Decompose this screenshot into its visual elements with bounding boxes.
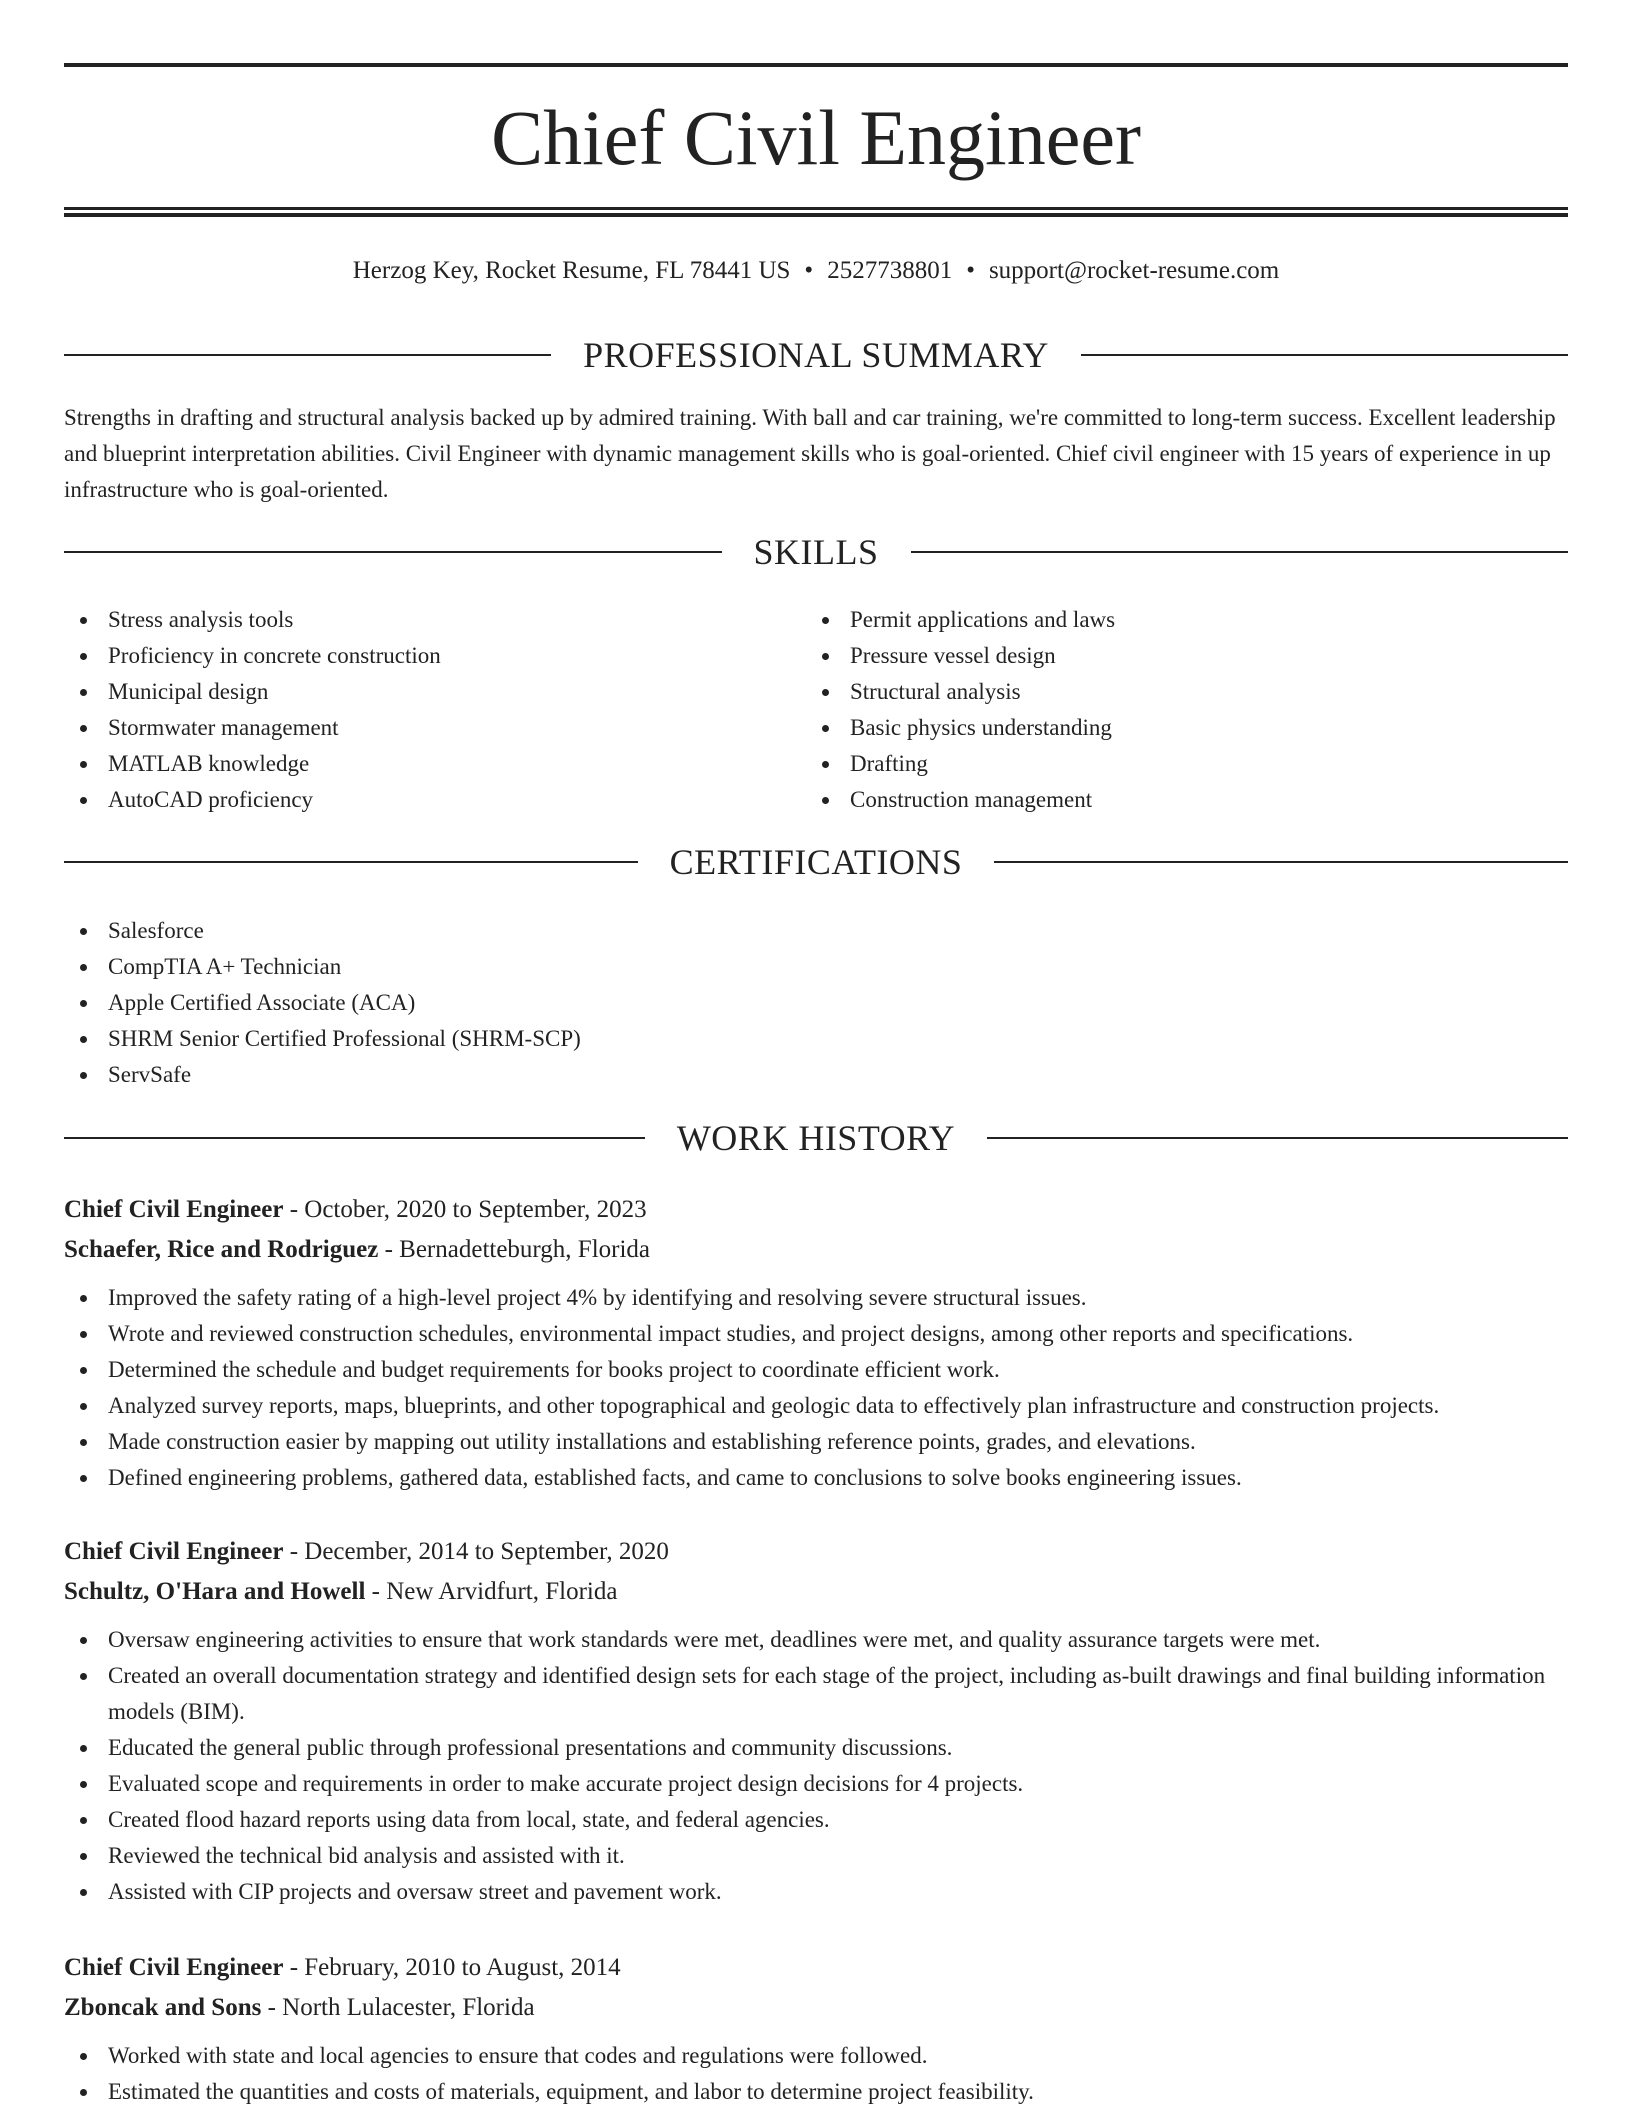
section-heading-certifications [64, 840, 1568, 884]
section-title-certifications: CERTIFICATIONS [669, 842, 963, 882]
job-title: Chief Civil Engineer [64, 1196, 284, 1223]
job-bullet: Defined engineering problems, gathered data, established facts, and came to conclusions to solve books engineering issues. [64, 1460, 1568, 1496]
job-bullets [64, 1280, 1568, 1496]
contact-phone[interactable]: 2527738801 [827, 257, 953, 284]
skill-item: Stress analysis tools [64, 602, 764, 638]
contact-separator: • [804, 257, 814, 284]
contact-email[interactable]: support@rocket-resume.com [988, 257, 1280, 284]
contact-address: Herzog Key, Rocket Resume, FL 78441 US [352, 257, 791, 284]
job-bullet: Determined the schedule and budget requirements for books project to coordinate efficient work. [64, 1352, 1568, 1388]
job-title-line [64, 1532, 1568, 1572]
job-bullet: Wrote and reviewed construction schedules, environmental impact studies, and project designs, among other reports and specifications. [64, 1316, 1568, 1352]
job-company: Zboncak and Sons [64, 1994, 262, 2021]
skill-item: Drafting [806, 746, 1506, 782]
job-dates: - February, 2010 to August, 2014 [283, 1954, 621, 1981]
certification-item: CompTIA A+ Technician [64, 949, 964, 985]
section-title-skills: SKILLS [753, 532, 879, 572]
job-bullets [64, 2038, 1568, 2110]
section-title-summary: PROFESSIONAL SUMMARY [583, 335, 1049, 375]
heading-rule-left [64, 1137, 645, 1139]
job-bullet: Analyzed survey reports, maps, blueprints, and other topographical and geologic data to effectively plan infrastructure and construction projects. [64, 1388, 1568, 1424]
skills-list-left [64, 602, 764, 818]
skills-list-right [806, 602, 1506, 818]
job-bullet: Created flood hazard reports using data from local, state, and federal agencies. [64, 1802, 1568, 1838]
top-rule [64, 63, 1568, 67]
job-bullet: Worked with state and local agencies to ensure that codes and regulations were followed. [64, 2038, 1568, 2074]
job-bullet: Created an overall documentation strategy and identified design sets for each stage of the project, including as-built drawings and final building information models (BIM). [64, 1658, 1568, 1730]
skill-item: AutoCAD proficiency [64, 782, 764, 818]
job-company-line [64, 1572, 1568, 1612]
job-title-line [64, 1948, 1568, 1988]
skill-item: Basic physics understanding [806, 710, 1506, 746]
skill-item: Structural analysis [806, 674, 1506, 710]
contact-separator: • [966, 257, 975, 284]
job-entry [64, 1532, 1568, 1910]
job-bullet: Estimated the quantities and costs of materials, equipment, and labor to determine project feasibility. [64, 2074, 1568, 2110]
contact-line [64, 254, 1568, 288]
job-dates: - October, 2020 to September, 2023 [283, 1196, 647, 1223]
section-heading-work-history [64, 1116, 1568, 1160]
heading-rule-left [64, 551, 722, 553]
job-entry [64, 1948, 1568, 2110]
heading-rule-right [1081, 354, 1568, 356]
professional-summary-text: Strengths in drafting and structural analysis backed up by admired training. With ball and car training, we're committed to long-term success. Excellent leadership and blueprint interpretation abilities. Civil Engineer with dynamic management skills who is goal-oriented. Chief civil engineer with 15 years of experience in up infrastructure who is goal-oriented. [64, 405, 1556, 502]
job-bullets [64, 1622, 1568, 1910]
certification-item: Salesforce [64, 913, 964, 949]
section-heading-summary [64, 333, 1568, 377]
skill-item: Construction management [806, 782, 1506, 818]
heading-rule-left [64, 354, 551, 356]
skill-item: Permit applications and laws [806, 602, 1506, 638]
job-location: - Bernadetteburgh, Florida [378, 1236, 651, 1263]
job-bullet: Oversaw engineering activities to ensure that work standards were met, deadlines were met, and quality assurance targets were met. [64, 1622, 1568, 1658]
certification-item: SHRM Senior Certified Professional (SHRM-SCP) [64, 1021, 964, 1057]
job-bullet: Assisted with CIP projects and oversaw street and pavement work. [64, 1874, 1568, 1910]
job-company: Schaefer, Rice and Rodriguez [64, 1236, 379, 1263]
job-title: Chief Civil Engineer [64, 1954, 284, 1981]
skill-item: Municipal design [64, 674, 764, 710]
job-company-line [64, 1988, 1568, 2028]
section-title-work-history: WORK HISTORY [676, 1118, 956, 1158]
job-company: Schultz, O'Hara and Howell [64, 1578, 366, 1605]
resume-title: Chief Civil Engineer [491, 94, 1141, 181]
certification-item: ServSafe [64, 1057, 964, 1093]
job-bullet: Educated the general public through professional presentations and community discussions. [64, 1730, 1568, 1766]
heading-rule-right [987, 1137, 1568, 1139]
job-title: Chief Civil Engineer [64, 1538, 284, 1565]
job-title-line [64, 1190, 1568, 1230]
skill-item: MATLAB knowledge [64, 746, 764, 782]
heading-rule-left [64, 861, 638, 863]
heading-rule-right [911, 551, 1569, 553]
job-bullet: Evaluated scope and requirements in order to make accurate project design decisions for 4 projects. [64, 1766, 1568, 1802]
skill-item: Proficiency in concrete construction [64, 638, 764, 674]
job-location: - North Lulacester, Florida [261, 1994, 535, 2021]
skill-item: Stormwater management [64, 710, 764, 746]
job-location: - New Arvidfurt, Florida [365, 1578, 618, 1605]
job-bullet: Made construction easier by mapping out utility installations and establishing reference points, grades, and elevations. [64, 1424, 1568, 1460]
certifications-list [64, 913, 964, 1093]
job-bullet: Improved the safety rating of a high-level project 4% by identifying and resolving severe structural issues. [64, 1280, 1568, 1316]
skill-item: Pressure vessel design [806, 638, 1506, 674]
job-company-line [64, 1230, 1568, 1270]
job-bullet: Reviewed the technical bid analysis and assisted with it. [64, 1838, 1568, 1874]
certification-item: Apple Certified Associate (ACA) [64, 985, 964, 1021]
title-double-rule [64, 207, 1568, 217]
job-entry [64, 1190, 1568, 1496]
job-dates: - December, 2014 to September, 2020 [283, 1538, 669, 1565]
section-heading-skills [64, 530, 1568, 574]
heading-rule-right [994, 861, 1568, 863]
